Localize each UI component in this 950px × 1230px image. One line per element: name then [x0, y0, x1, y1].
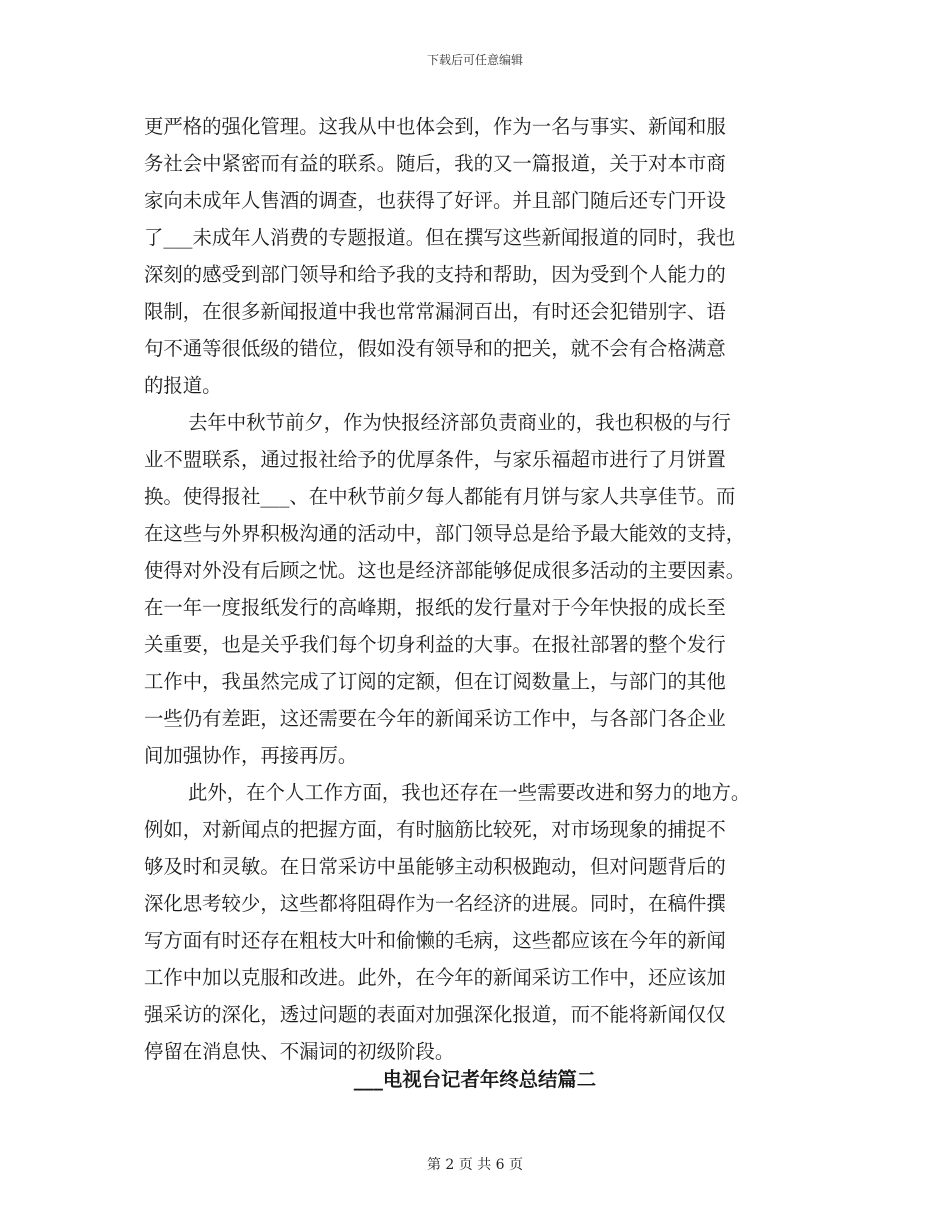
text-line: 例如，对新闻点的把握方面，有时脑筋比较死，对市场现象的捕捉不 [144, 818, 726, 841]
text-line: 强采访的深化，透过问题的表面对加强深化报道，而不能将新闻仅仅 [144, 1003, 726, 1026]
text-line: 深化思考较少，这些都将阻碍作为一名经济的进展。同时，在稿件撰 [144, 892, 726, 915]
text-line: 间加强协作，再接再厉。 [144, 744, 358, 767]
text-line: 业不盟联系，通过报社给予的优厚条件，与家乐福超市进行了月饼置 [144, 448, 726, 471]
section-title: ___电视台记者年终总结篇二 [353, 1068, 597, 1091]
text-line: 在一年一度报纸发行的高峰期，报纸的发行量对于今年快报的成长至 [144, 596, 726, 619]
text-line: 在这些与外界积极沟通的活动中，部门领导总是给予最大能效的支持， [144, 522, 746, 545]
paragraph-1 [144, 108, 812, 404]
text-line: 去年中秋节前夕，作为快报经济部负责商业的，我也积极的与行 [188, 411, 731, 434]
document-body [144, 108, 812, 1070]
text-line: 使得对外没有后顾之忧。这也是经济部能够促成很多活动的主要因素。 [144, 559, 746, 582]
text-line: 深刻的感受到部门领导和给予我的支持和帮助，因为受到个人能力的 [144, 263, 726, 286]
paragraph-3 [144, 774, 812, 1070]
text-line: 更严格的强化管理。这我从中也体会到，作为一名与事实、新闻和服 [144, 115, 726, 138]
text-line: 停留在消息快、不漏词的初级阶段。 [144, 1040, 455, 1063]
paragraph-2 [144, 404, 812, 774]
text-line: 写方面有时还存在粗枝大叶和偷懒的毛病，这些都应该在今年的新闻 [144, 929, 726, 952]
text-line: 限制，在很多新闻报道中我也常常漏洞百出，有时还会犯错别字、语 [144, 300, 726, 323]
text-line: 够及时和灵敏。在日常采访中虽能够主动积极跑动，但对问题背后的 [144, 855, 726, 878]
text-line: 句不通等很低级的错位，假如没有领导和的把关，就不会有合格满意 [144, 337, 726, 360]
text-line: 工作中，我虽然完成了订阅的定额，但在订阅数量上，与部门的其他 [144, 670, 726, 693]
page-header: 下载后可任意编辑 [426, 53, 523, 67]
text-line: 此外，在个人工作方面，我也还存在一些需要改进和努力的地方。 [188, 781, 751, 804]
text-line: 家向未成年人售酒的调查，也获得了好评。并且部门随后还专门开设 [144, 189, 726, 212]
text-line: 换。使得报社___、在中秋节前夕每人都能有月饼与家人共享佳节。而 [144, 485, 736, 508]
text-line: 工作中加以克服和改进。此外，在今年的新闻采访工作中，还应该加 [144, 966, 726, 989]
page-number: 第 2 页 共 6 页 [426, 1157, 524, 1173]
text-line: 务社会中紧密而有益的联系。随后，我的又一篇报道，关于对本市商 [144, 152, 726, 175]
text-line: 了___未成年人消费的专题报道。但在撰写这些新闻报道的同时，我也 [144, 226, 736, 249]
text-line: 关重要，也是关乎我们每个切身利益的大事。在报社部署的整个发行 [144, 633, 726, 656]
text-line: 一些仍有差距，这还需要在今年的新闻采访工作中，与各部门各企业 [144, 707, 726, 730]
text-line: 的报道。 [144, 374, 222, 397]
